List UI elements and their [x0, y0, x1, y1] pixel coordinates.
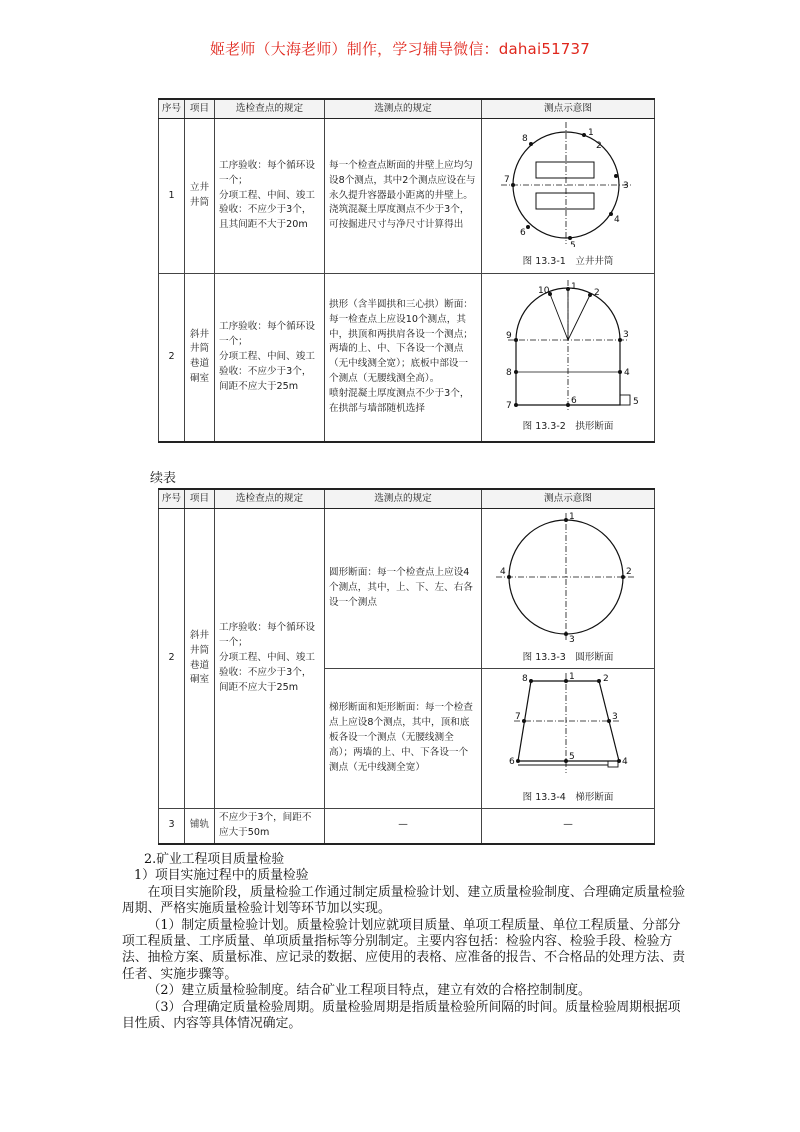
table-header-row — [159, 99, 655, 119]
col-header-no: 序号 — [159, 489, 185, 509]
fig1-label-6: 6 — [520, 228, 526, 239]
table-row — [159, 809, 655, 844]
col-header-figure: 测点示意图 — [482, 99, 655, 119]
fig2-label-3: 3 — [623, 329, 629, 340]
figure-cell — [482, 274, 655, 442]
fig4-label-7: 7 — [515, 712, 521, 723]
table-row — [159, 119, 655, 274]
figure-cell: — — [482, 809, 655, 844]
fig2-label-8: 8 — [506, 367, 512, 378]
row-check-rule: 工序验收：每个循环设一个； 分项工程、中间、竣工验收：不应少于3个，间距不应大于25m — [215, 509, 325, 809]
row-item: 铺轨 — [185, 809, 215, 844]
fig1-label-3: 3 — [623, 181, 629, 192]
fig4-label-4: 4 — [622, 757, 628, 768]
fig1-label-5: 5 — [570, 241, 576, 248]
fig3-label-2: 2 — [626, 567, 632, 578]
row-item: 立井井筒 — [185, 119, 215, 274]
row-no: 3 — [159, 809, 185, 844]
fig4-label-6: 6 — [509, 757, 515, 768]
table-row — [159, 274, 655, 442]
figure-caption: 图 13.3-1 立井井筒 — [522, 256, 614, 268]
row-point-rule: 每一个检查点断面的井壁上应均匀设8个测点，其中2个测点应设在与永久提升容器最小距离的井壁上。 浇筑混凝土厚度测点不少于3个，可按掘进尺寸与净尺寸计算得出 — [325, 119, 482, 274]
fig2-label-9: 9 — [506, 330, 512, 341]
col-header-item: 项目 — [185, 489, 215, 509]
table-header-row — [159, 489, 655, 509]
col-header-figure: 测点示意图 — [482, 489, 655, 509]
row-item: 斜井井筒巷道硐室 — [185, 509, 215, 809]
figure-cell — [482, 119, 655, 274]
fig2-label-1: 1 — [571, 281, 577, 292]
row-point-rule: 圆形断面：每一个检查点上应设4个测点，其中，上、下、左、右各设一个测点 — [325, 509, 482, 669]
col-header-check: 选检查点的规定 — [215, 99, 325, 119]
fig2-label-6: 6 — [571, 395, 577, 406]
figure-caption: 图 13.3-2 拱形断面 — [522, 420, 614, 432]
table-row — [159, 509, 655, 669]
fig1-label-4: 4 — [614, 215, 620, 226]
fig4-label-1: 1 — [569, 672, 575, 683]
col-header-check: 选检查点的规定 — [215, 489, 325, 509]
row-item: 斜井井筒巷道硐室 — [185, 274, 215, 442]
page-header-watermark: 姬老师（大海老师）制作，学习辅导微信：dahai51737 — [209, 40, 591, 58]
col-header-points: 选测点的规定 — [325, 489, 482, 509]
row-check-rule: 工序验收：每个循环设一个； 分项工程、中间、竣工验收：不应少于3个，间距不应大于25m — [215, 274, 325, 442]
subsection-heading: 1）项目实施过程中的质量检验 — [134, 868, 309, 884]
fig2-label-4: 4 — [624, 367, 630, 378]
inspection-table-1 — [158, 98, 655, 443]
row-point-rule: 拱形（含半圆拱和三心拱）断面：每一检查点上应设10个测点，其中，拱顶和两拱肩各设一个测点；两墙的上、中、下各设一个测点（无中线测全宽）；底板中部设一个测点（无腰线测全高）。 喷射混凝土厚度测点不少于3个，在拱部与墙部随机选择 — [325, 274, 482, 442]
fig2-label-2: 2 — [594, 287, 600, 298]
row-no: 2 — [159, 274, 185, 442]
paragraph: 在项目实施阶段，质量检验工作通过制定质量检验计划、建立质量检验制度、合理确定质量检验周期、严格实施质量检验计划等环节加以实现。 — [122, 884, 686, 917]
shaft-circle-diagram — [486, 122, 651, 247]
paragraph: （3）合理确定质量检验周期。质量检验周期是指质量检验所间隔的时间。质量检验周期根据项目性质、内容等具体情况确定。 — [122, 999, 681, 1032]
fig4-label-2: 2 — [603, 674, 609, 685]
col-header-no: 序号 — [159, 99, 185, 119]
paragraph: （1）制定质量检验计划。质量检验计划应就项目质量、单项工程质量、单位工程质量、分部分项工程质量、工序质量、单项质量指标等分别制定。主要内容包括：检验内容、检验手段、检验方法、抽检方案、质量标准、应记录的数据、应使用的表格、应准备的报告、不合格品的处理方法、责任者、实施步骤等。 — [122, 917, 686, 982]
row-point-rule: 梯形断面和矩形断面：每一个检查点上应设8个测点，其中，顶和底板各设一个测点（无腰线测全高）；两墙的上、中、下各设一个测点（无中线测全宽） — [325, 669, 482, 809]
fig4-label-3: 3 — [612, 712, 618, 723]
fig3-label-4: 4 — [500, 567, 506, 578]
row-no: 1 — [159, 119, 185, 274]
fig1-label-7: 7 — [504, 175, 510, 186]
fig1-label-1: 1 — [588, 128, 594, 139]
fig2-label-5: 5 — [633, 396, 639, 407]
fig2-label-10: 10 — [538, 285, 550, 296]
row-check-rule: 不应少于3个，间距不应大于50m — [215, 809, 325, 844]
continued-label: 续表 — [150, 471, 177, 486]
fig1-label-8: 8 — [522, 134, 528, 145]
figure-caption: 图 13.3-4 梯形断面 — [522, 792, 614, 804]
fig3-label-1: 1 — [569, 512, 575, 523]
row-no: 2 — [159, 509, 185, 809]
trapezoid-section-diagram — [486, 671, 651, 783]
figure-caption: 图 13.3-3 圆形断面 — [522, 652, 614, 664]
fig1-label-2: 2 — [596, 141, 602, 152]
circle-section-diagram — [486, 511, 651, 643]
arch-section-diagram — [486, 280, 651, 412]
fig4-label-8: 8 — [522, 674, 528, 685]
row-point-rule: — — [325, 809, 482, 844]
col-header-points: 选测点的规定 — [325, 99, 482, 119]
figure-cell — [482, 509, 655, 669]
body-text — [122, 852, 692, 1032]
paragraph: （2）建立质量检验制度。结合矿业工程项目特点，建立有效的合格控制制度。 — [147, 983, 591, 999]
col-header-item: 项目 — [185, 99, 215, 119]
fig3-label-3: 3 — [569, 635, 575, 644]
inspection-table-2 — [158, 488, 655, 845]
fig4-label-5: 5 — [569, 752, 575, 763]
row-check-rule: 工序验收：每个循环设一个； 分项工程、中间、竣工验收：不应少于3个，且其间距不大于20m — [215, 119, 325, 274]
figure-cell — [482, 669, 655, 809]
fig2-label-7: 7 — [506, 400, 512, 411]
section-heading: 2.矿业工程项目质量检验 — [144, 852, 285, 867]
